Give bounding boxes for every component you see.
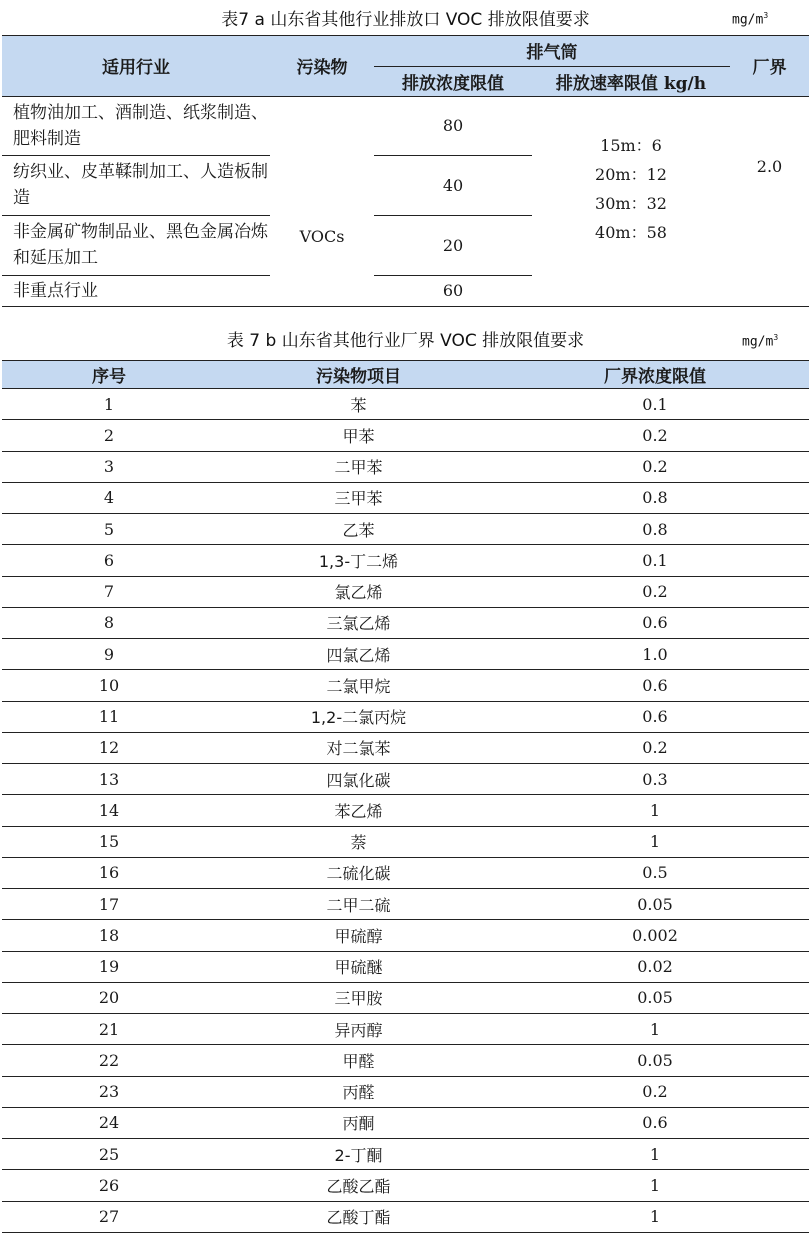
rate-value: 20m：12: [595, 165, 667, 184]
limit-value: 0.1: [642, 550, 668, 570]
pollutant-item: 三氯乙烯: [326, 614, 391, 634]
pollutant-item: 苯: [350, 395, 367, 415]
industry-cell: 纺织业、皮革鞣制加工、人造板制造: [13, 162, 268, 208]
limit-value: 1: [649, 1175, 661, 1195]
row-number: 8: [103, 613, 115, 633]
limit-value: 1: [649, 1207, 661, 1227]
concentration-cell: 60: [442, 281, 464, 300]
table-row: [2, 389, 809, 420]
pollutant-item: 二硫化碳: [326, 864, 391, 884]
row-number: 23: [98, 1082, 120, 1102]
pollutant-item: 丙酮: [342, 1114, 375, 1134]
rate-value: 15m：6: [600, 136, 662, 155]
limit-value: 0.2: [642, 425, 668, 445]
row-number: 16: [98, 863, 120, 883]
limit-value: 1: [649, 1144, 661, 1164]
row-number: 12: [98, 738, 120, 758]
table-b: [2, 360, 809, 1233]
industry-cell: 非金属矿物制品业、黑色金属冶炼和延压加工: [13, 222, 268, 268]
row-number: 11: [98, 707, 120, 727]
pollutant-item: 萘: [350, 833, 367, 853]
pollutant-item: 甲醛: [342, 1051, 375, 1071]
industry-cell: 非重点行业: [13, 280, 98, 301]
row-number: 1: [103, 394, 115, 414]
table-a-unit: [732, 11, 768, 27]
header-stack: 排气筒: [526, 43, 578, 63]
row-number: 21: [98, 1019, 120, 1039]
pollutant-item: 2-丁酮: [334, 1145, 383, 1165]
table-row: [2, 1014, 809, 1045]
table-b-unit-text: mg/m: [742, 334, 774, 350]
row-number: 26: [98, 1175, 120, 1195]
table-row: [2, 545, 809, 576]
table-row: [2, 983, 809, 1014]
row-number: 15: [98, 832, 120, 852]
table-a: [2, 35, 809, 306]
header-industry: 适用行业: [102, 58, 170, 78]
table-row: [2, 795, 809, 826]
limit-value: 0.2: [642, 457, 668, 477]
pollutant-item: 甲硫醚: [334, 958, 383, 978]
row-number: 18: [98, 925, 120, 945]
table-row: [2, 608, 809, 639]
limit-value: 0.3: [642, 769, 668, 789]
limit-value: 0.6: [642, 707, 668, 727]
concentration-cell: 80: [442, 116, 464, 135]
pollutant-item: 四氯乙烯: [326, 645, 391, 665]
pollutant-item: 苯乙烯: [334, 801, 383, 821]
header-boundary: 厂界: [752, 58, 787, 78]
row-number: 4: [103, 488, 115, 508]
row-number: 3: [103, 457, 115, 477]
row-number: 19: [98, 957, 120, 977]
limit-value: 0.1: [642, 394, 668, 414]
industry-cell: 植物油加工、酒制造、纸浆制造、肥料制造: [13, 102, 268, 149]
limit-value: 1.0: [642, 644, 668, 664]
row-number: 7: [103, 582, 115, 602]
table-row: [2, 1139, 809, 1170]
table-row: [2, 858, 809, 889]
limit-value: 0.2: [642, 1082, 668, 1102]
limit-value: 0.05: [637, 1050, 673, 1070]
table-row: [2, 1170, 809, 1201]
limit-value: 0.8: [642, 519, 668, 539]
row-number: 2: [103, 425, 115, 445]
pollutant-item: 甲苯: [342, 426, 375, 446]
table-row: [2, 1108, 809, 1139]
rate-value: 30m：32: [595, 194, 667, 213]
boundary-cell: 2.0: [756, 156, 783, 176]
table-row: [2, 639, 809, 670]
limit-value: 0.6: [642, 1113, 668, 1133]
table-row: [2, 764, 809, 795]
row-number: 17: [98, 894, 120, 914]
pollutant-item: 二甲二硫: [326, 895, 391, 915]
limit-value: 0.8: [642, 488, 668, 508]
pollutant-item: 对二氯苯: [326, 739, 391, 759]
limit-value: 0.2: [642, 582, 668, 602]
table-a-bottom-rule: [2, 306, 809, 307]
pollutant-item: 1,2-二氯丙烷: [310, 708, 407, 728]
pollutant-item: 乙苯: [342, 520, 375, 540]
table-row: [2, 1045, 809, 1076]
header-limit: 厂界浓度限值: [604, 367, 706, 387]
limit-value: 1: [649, 1019, 661, 1039]
pollutant-item: 三甲胺: [334, 989, 383, 1009]
rate-value: 40m：58: [595, 223, 667, 242]
row-number: 27: [98, 1207, 120, 1227]
pollutant-item: 1,3-丁二烯: [318, 551, 399, 571]
table-row: [2, 514, 809, 545]
pollutant-item: 四氯化碳: [326, 770, 391, 790]
row-number: 10: [98, 675, 120, 695]
rate-cell: [532, 96, 730, 306]
table-row: [2, 733, 809, 764]
table-row: [2, 670, 809, 701]
header-rate: 排放速率限值 kg/h: [555, 73, 707, 94]
limit-value: 0.6: [642, 613, 668, 633]
table-row: [2, 1077, 809, 1108]
pollutant-item: 氯乙烯: [334, 583, 383, 603]
pollutant-cell: VOCs: [299, 226, 345, 246]
limit-value: 0.6: [642, 675, 668, 695]
row-number: 6: [103, 550, 115, 570]
header-concentration: 排放浓度限值: [402, 73, 504, 94]
row-number: 24: [98, 1113, 120, 1133]
concentration-cell: 20: [442, 235, 464, 255]
table-row: [2, 452, 809, 483]
limit-value: 1: [649, 832, 661, 852]
header-pollutant: 污染物: [296, 58, 348, 78]
table-a-title: 表7 a 山东省其他行业排放口 VOC 排放限值要求: [221, 10, 590, 30]
table-row: [2, 889, 809, 920]
table-row: [2, 952, 809, 983]
table-b-header-row: [2, 360, 809, 389]
table-b-unit-superscript: 3: [773, 333, 779, 342]
pollutant-item: 三甲苯: [334, 489, 383, 509]
limit-value: 0.05: [637, 894, 673, 914]
pollutant-item: 乙酸乙酯: [326, 1176, 391, 1196]
pollutant-item: 异丙醇: [334, 1020, 383, 1040]
table-row: [2, 577, 809, 608]
table-row: [2, 920, 809, 951]
limit-value: 0.5: [642, 863, 668, 883]
limit-value: 0.02: [637, 957, 673, 977]
table-row: [2, 1202, 809, 1233]
limit-value: 0.05: [637, 988, 673, 1008]
pollutant-item: 二甲苯: [334, 458, 383, 478]
row-number: 13: [98, 769, 120, 789]
row-number: 22: [98, 1050, 120, 1070]
table-row: [2, 827, 809, 858]
table-b-body: [2, 389, 809, 1233]
row-number: 5: [103, 519, 115, 539]
pollutant-item: 乙酸丁酯: [326, 1208, 391, 1228]
table-row: [2, 702, 809, 733]
pollutant-item: 甲硫醇: [334, 926, 383, 946]
row-number: 25: [98, 1144, 120, 1164]
limit-value: 0.2: [642, 738, 668, 758]
row-number: 20: [98, 988, 120, 1008]
limit-value: 0.002: [632, 925, 678, 945]
header-item: 污染物项目: [316, 367, 401, 387]
table-b-title: 表 7 b 山东省其他行业厂界 VOC 排放限值要求: [226, 331, 585, 351]
concentration-cell: 40: [442, 175, 464, 195]
table-row: [2, 420, 809, 451]
header-no: 序号: [92, 367, 126, 387]
row-number: 9: [103, 644, 115, 664]
pollutant-item: 丙醛: [342, 1083, 375, 1103]
table-b-unit: [742, 333, 778, 349]
table-row: [2, 483, 809, 514]
table-a-unit-superscript: 3: [763, 11, 769, 20]
limit-value: 1: [649, 800, 661, 820]
pollutant-item: 二氯甲烷: [326, 676, 391, 696]
row-number: 14: [98, 800, 120, 820]
table-a-unit-text: mg/m: [732, 12, 764, 28]
